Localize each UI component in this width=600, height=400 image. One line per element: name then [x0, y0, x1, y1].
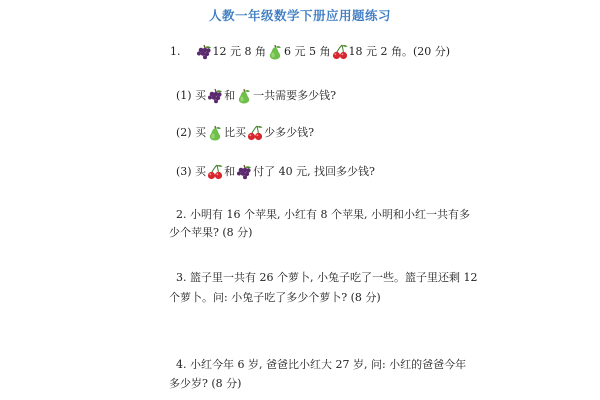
question-1-sub-3	[176, 164, 375, 180]
grape-icon	[235, 164, 253, 180]
cherry-icon	[206, 164, 224, 180]
cherry-price: 18 元 2 角。(20 分)	[348, 45, 451, 58]
sub-2-text-c: 少多少钱?	[264, 126, 314, 139]
sub-1-text-c: 一共需要多少钱?	[253, 89, 336, 102]
sub-3-text-c: 付了 40 元, 找回多少钱?	[253, 165, 375, 178]
pear-icon	[266, 44, 284, 60]
question-1-sub-2	[176, 125, 314, 141]
sub-2-text-a: (2) 买	[176, 126, 207, 139]
question-3-line-1: 3. 篮子里一共有 26 个萝卜, 小兔子吃了一些。篮子里还剩 12	[176, 271, 478, 284]
page-title: 人教一年级数学下册应用题练习	[208, 8, 391, 23]
question-4-line-2: 多少岁? (8 分)	[169, 377, 242, 390]
sub-3-text-b: 和	[224, 165, 236, 178]
pear-icon	[206, 125, 224, 141]
sub-1-text-a: (1) 买	[176, 89, 207, 102]
sub-3-text-a: (3) 买	[176, 165, 207, 178]
cherry-icon	[246, 125, 264, 141]
sub-1-text-b: 和	[224, 89, 236, 102]
question-2-line-1: 2. 小明有 16 个苹果, 小红有 8 个苹果, 小明和小红一共有多	[176, 208, 470, 221]
question-1-sub-1	[176, 88, 336, 104]
question-2-line-2: 少个苹果? (8 分)	[169, 226, 253, 239]
pear-price: 6 元 5 角	[284, 45, 331, 58]
grape-icon	[195, 44, 213, 60]
pear-icon	[235, 88, 253, 104]
question-3-line-2: 个萝卜。问: 小兔子吃了多少个萝卜? (8 分)	[169, 291, 381, 304]
cherry-icon	[331, 44, 349, 60]
question-4-line-1: 4. 小红今年 6 岁, 爸爸比小红大 27 岁, 问: 小红的爸爸今年	[176, 358, 467, 371]
question-1-number: 1.	[170, 45, 181, 58]
grape-icon	[206, 88, 224, 104]
question-1-line	[170, 44, 450, 60]
sub-2-text-b: 比买	[224, 126, 247, 139]
grape-price: 12 元 8 角	[212, 45, 266, 58]
